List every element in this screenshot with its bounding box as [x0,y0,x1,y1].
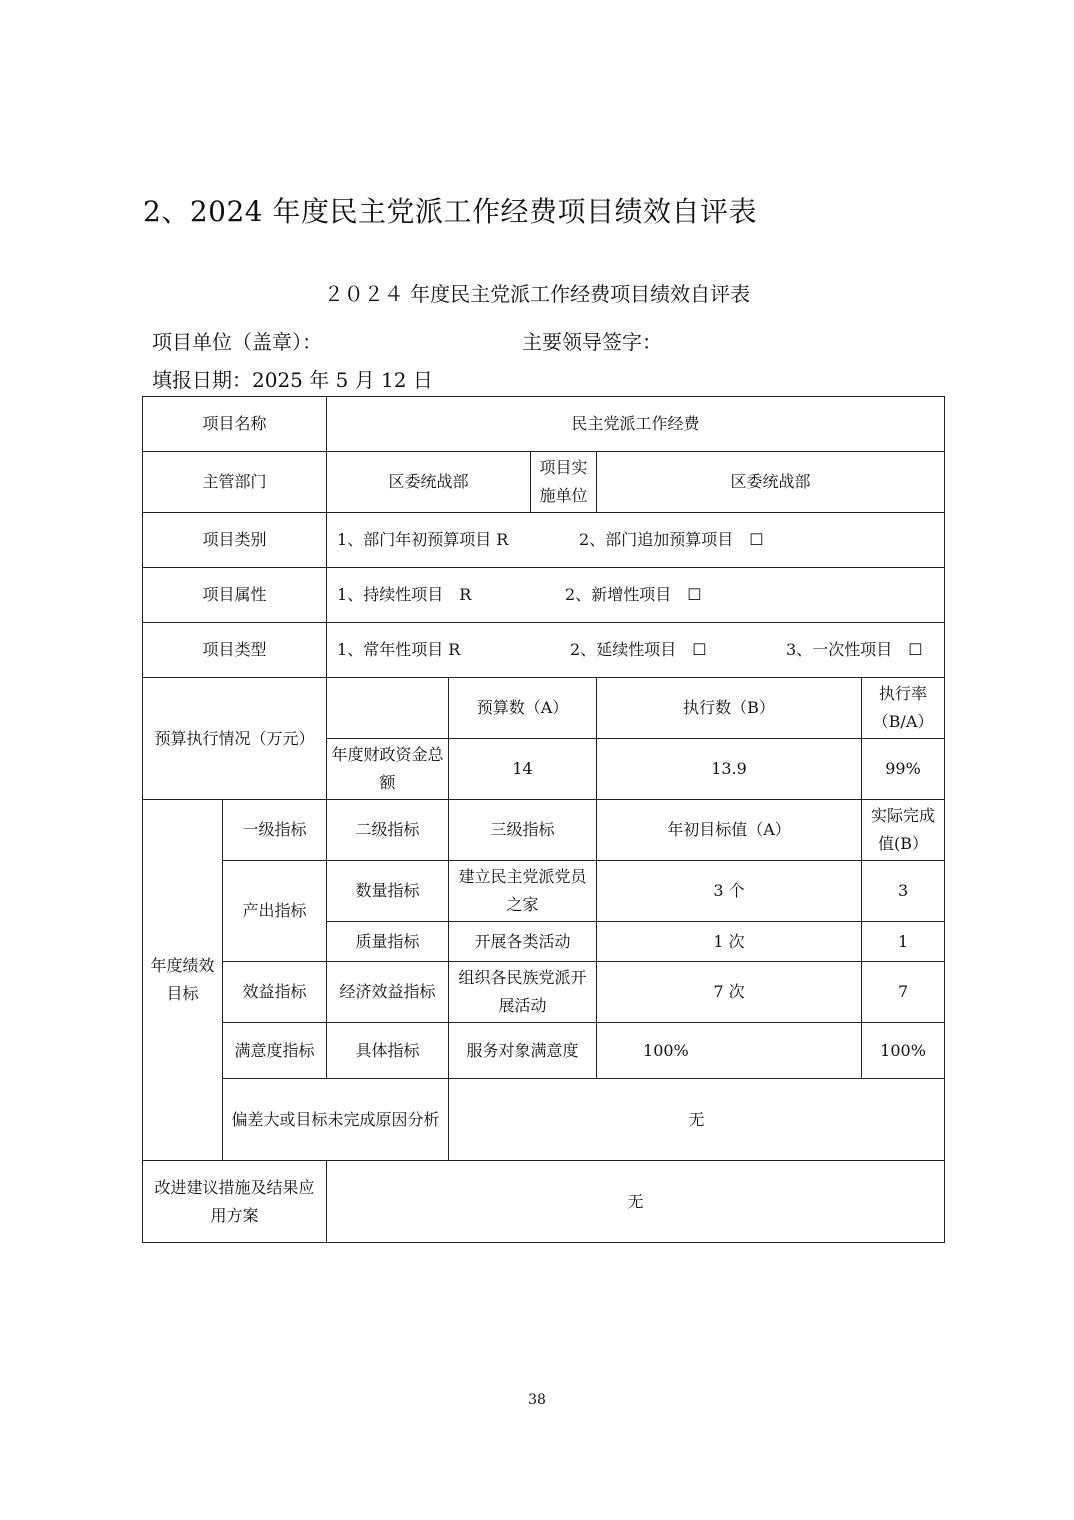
fill-date: 填报日期：2025 年 5 月 12 日 [152,368,433,392]
deviation-label: 偏差大或目标未完成原因分析 [223,1079,449,1161]
perf-header-actual: 实际完成值(B） [862,800,945,861]
dept-value: 区委统战部 [327,452,531,513]
category-option-additional: 2、部门追加预算项目 ☐ [579,530,764,549]
perf-target: 7 次 [597,962,862,1023]
budget-value-a: 14 [449,739,597,800]
project-name-label: 项目名称 [143,397,327,452]
attribute-options [327,568,945,623]
perf-actual: 3 [862,861,945,922]
perf-header-level3: 三级指标 [449,800,597,861]
perf-level3: 组织各民族党派开展活动 [449,962,597,1023]
attribute-option-new: 2、新增性项目 ☐ [565,585,702,604]
perf-level1-satisfaction: 满意度指标 [223,1023,327,1079]
unit-label: 项目单位（盖章）： [152,330,322,354]
type-options [327,623,945,678]
perf-header-target: 年初目标值（A） [597,800,862,861]
perf-level2: 具体指标 [327,1023,449,1079]
perf-level2: 数量指标 [327,861,449,922]
deviation-value: 无 [449,1079,945,1161]
category-option-annual: 1、部门年初预算项目 R [337,530,509,549]
perf-target: 100% [597,1023,862,1079]
budget-row-label: 年度财政资金总额 [327,739,449,800]
perf-actual: 1 [862,922,945,962]
improvement-value: 无 [327,1161,945,1243]
dept-label: 主管部门 [143,452,327,513]
page-heading: 2、2024 年度民主党派工作经费项目绩效自评表 [143,195,757,228]
improvement-label: 改进建议措施及结果应用方案 [143,1161,327,1243]
form-title: ２０２４ 年度民主党派工作经费项目绩效自评表 [323,282,751,306]
attribute-option-continuous: 1、持续性项目 R [337,585,472,604]
perf-target: 1 次 [597,922,862,962]
perf-level1-output: 产出指标 [223,861,327,962]
category-label: 项目类别 [143,513,327,568]
budget-header-rate: 执行率（B/A） [862,678,945,739]
perf-level2: 质量指标 [327,922,449,962]
budget-header-a: 预算数（A） [449,678,597,739]
perf-level3: 服务对象满意度 [449,1023,597,1079]
perf-level2: 经济效益指标 [327,962,449,1023]
leader-signature-label: 主要领导签字： [522,330,662,354]
perf-header-level2: 二级指标 [327,800,449,861]
budget-value-b: 13.9 [597,739,862,800]
impl-unit-label: 项目实施单位 [531,452,597,513]
type-option-regular: 1、常年性项目 R [337,640,461,659]
evaluation-table [142,396,945,1243]
impl-unit-value: 区委统战部 [597,452,945,513]
perf-actual: 100% [862,1023,945,1079]
perf-level3: 开展各类活动 [449,922,597,962]
page-number: 38 [528,1392,546,1408]
type-label: 项目类型 [143,623,327,678]
budget-header-blank [327,678,449,739]
perf-level3: 建立民主党派党员之家 [449,861,597,922]
perf-target: 3 个 [597,861,862,922]
type-option-onetime: 3、一次性项目 ☐ [786,640,923,659]
project-name-value: 民主党派工作经费 [327,397,945,452]
type-option-extended: 2、延续性项目 ☐ [570,640,707,659]
category-options [327,513,945,568]
attribute-label: 项目属性 [143,568,327,623]
perf-goal-label: 年度绩效目标 [143,800,223,1161]
budget-label: 预算执行情况（万元） [143,678,327,800]
perf-actual: 7 [862,962,945,1023]
budget-value-rate: 99% [862,739,945,800]
perf-header-level1: 一级指标 [223,800,327,861]
budget-header-b: 执行数（B） [597,678,862,739]
perf-level1-benefit: 效益指标 [223,962,327,1023]
